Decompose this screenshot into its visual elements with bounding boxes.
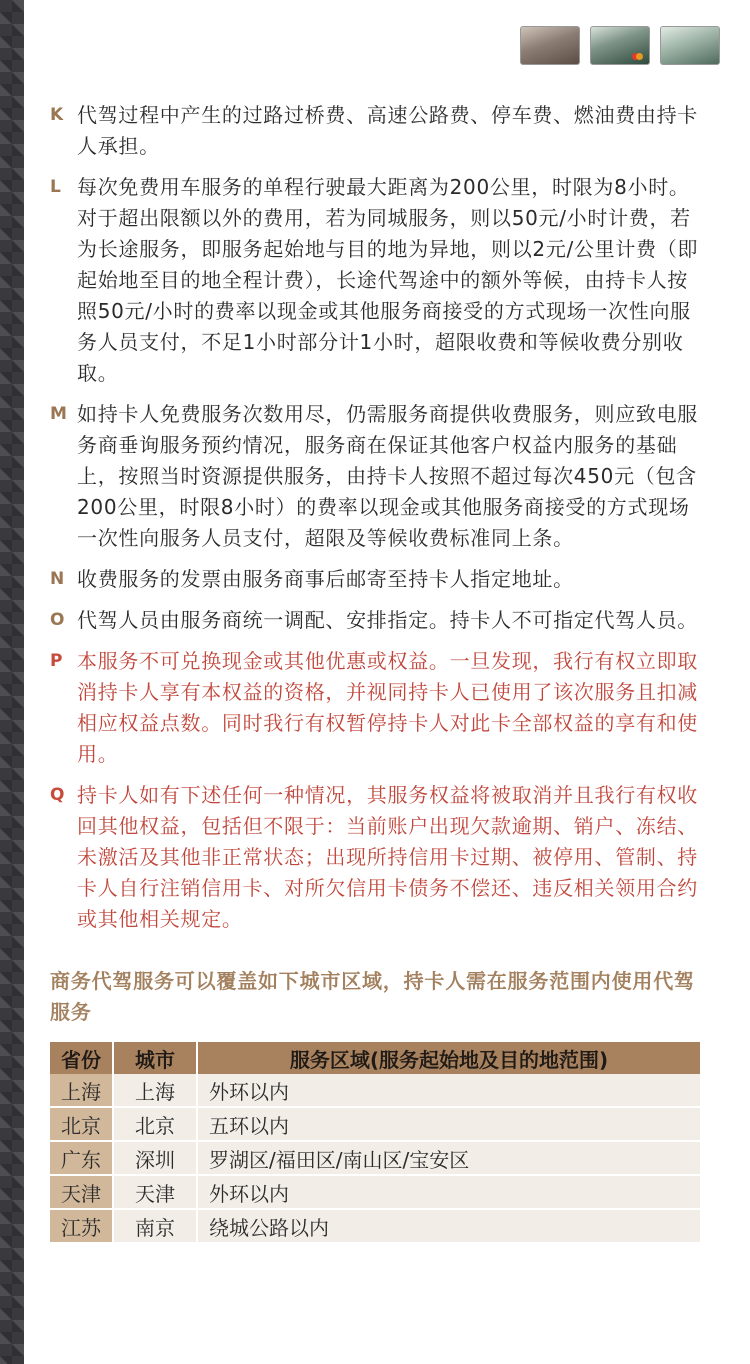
- term-item-q: [50, 780, 702, 935]
- term-letter: M: [50, 404, 67, 424]
- table-header-row: [50, 1042, 700, 1074]
- province-cell: 广东: [50, 1141, 113, 1175]
- service-area-cell: 五环以内: [197, 1107, 700, 1141]
- terms-list: [50, 100, 702, 945]
- header-service-area: 服务区域(服务起始地及目的地范围): [197, 1042, 700, 1074]
- term-letter: K: [50, 105, 64, 125]
- service-area-cell: 外环以内: [197, 1074, 700, 1107]
- header-city: 城市: [113, 1042, 197, 1074]
- province-cell: 北京: [50, 1107, 113, 1141]
- header-province: 省份: [50, 1042, 113, 1074]
- term-text: 如持卡人免费服务次数用尽，仍需服务商提供收费服务，则应致电服务商垂询服务预约情况，服务商在保证其他客户权益内服务的基础上，按照当时资源提供服务，由持卡人按照不超过每次450元（包含200公里，时限8小时）的费率以现金或其他服务商接受的方式现场一次性向服务人员支付，超限及等候收费标准同上条。: [77, 402, 698, 550]
- card-images: [520, 26, 720, 65]
- service-area-cell: 外环以内: [197, 1175, 700, 1209]
- coverage-intro: 商务代驾服务可以覆盖如下城市区域，持卡人需在服务范围内使用代驾服务: [50, 969, 695, 1024]
- city-cell: 南京: [113, 1209, 197, 1243]
- term-letter: L: [50, 177, 61, 197]
- city-cell: 上海: [113, 1074, 197, 1107]
- service-region-table: [50, 1042, 700, 1244]
- service-area-cell: 罗湖区/福田区/南山区/宝安区: [197, 1141, 700, 1175]
- term-letter: O: [50, 610, 65, 630]
- term-item-n: [50, 564, 702, 595]
- city-cell: 深圳: [113, 1141, 197, 1175]
- province-cell: 天津: [50, 1175, 113, 1209]
- table-row: [50, 1074, 700, 1107]
- table-row: [50, 1209, 700, 1243]
- term-item-o: [50, 605, 702, 636]
- table-row: [50, 1141, 700, 1175]
- table-row: [50, 1107, 700, 1141]
- credit-card-image: [520, 26, 580, 65]
- service-area-cell: 绕城公路以内: [197, 1209, 700, 1243]
- term-text: 本服务不可兑换现金或其他优惠或权益。一旦发现，我行有权立即取消持卡人享有本权益的资格，并视同持卡人已使用了该次服务且扣减相应权益点数。同时我行有权暂停持卡人对此卡全部权益的享有和使用。: [77, 649, 698, 766]
- province-cell: 江苏: [50, 1209, 113, 1243]
- decorative-side-strip: [0, 0, 24, 1364]
- credit-card-image: [660, 26, 720, 65]
- term-text: 代驾人员由服务商统一调配、安排指定。持卡人不可指定代驾人员。: [77, 608, 698, 632]
- city-cell: 北京: [113, 1107, 197, 1141]
- term-text: 收费服务的发票由服务商事后邮寄至持卡人指定地址。: [77, 567, 574, 591]
- term-text: 每次免费用车服务的单程行驶最大距离为200公里，时限为8小时。对于超出限额以外的费用，若为同城服务，则以50元/小时计费，若为长途服务，即服务起始地与目的地为异地，则以2元/公里计费（即起始地至目的地全程计费），长途代驾途中的额外等候，由持卡人按照50元/小时的费率以现金或其他服务商接受的方式现场一次性向服务人员支付，不足1小时部分计1小时，超限收费和等候收费分别收取。: [77, 175, 699, 385]
- table-row: [50, 1175, 700, 1209]
- province-cell: 上海: [50, 1074, 113, 1107]
- term-text: 持卡人如有下述任何一种情况，其服务权益将被取消并且我行有权收回其他权益，包括但不限于：当前账户出现欠款逾期、销户、冻结、未激活及其他非正常状态；出现所持信用卡过期、被停用、管制、持卡人自行注销信用卡、对所欠信用卡债务不偿还、违反相关领用合约或其他相关规定。: [77, 783, 698, 931]
- term-item-k: [50, 100, 702, 162]
- term-text: 代驾过程中产生的过路过桥费、高速公路费、停车费、燃油费由持卡人承担。: [77, 103, 698, 158]
- term-item-p: [50, 646, 702, 770]
- term-letter: Q: [50, 785, 65, 805]
- term-letter: P: [50, 651, 63, 671]
- credit-card-image: [590, 26, 650, 65]
- term-letter: N: [50, 569, 65, 589]
- term-item-m: [50, 399, 702, 554]
- mastercard-logo-icon: [632, 53, 643, 60]
- city-cell: 天津: [113, 1175, 197, 1209]
- term-item-l: [50, 172, 702, 389]
